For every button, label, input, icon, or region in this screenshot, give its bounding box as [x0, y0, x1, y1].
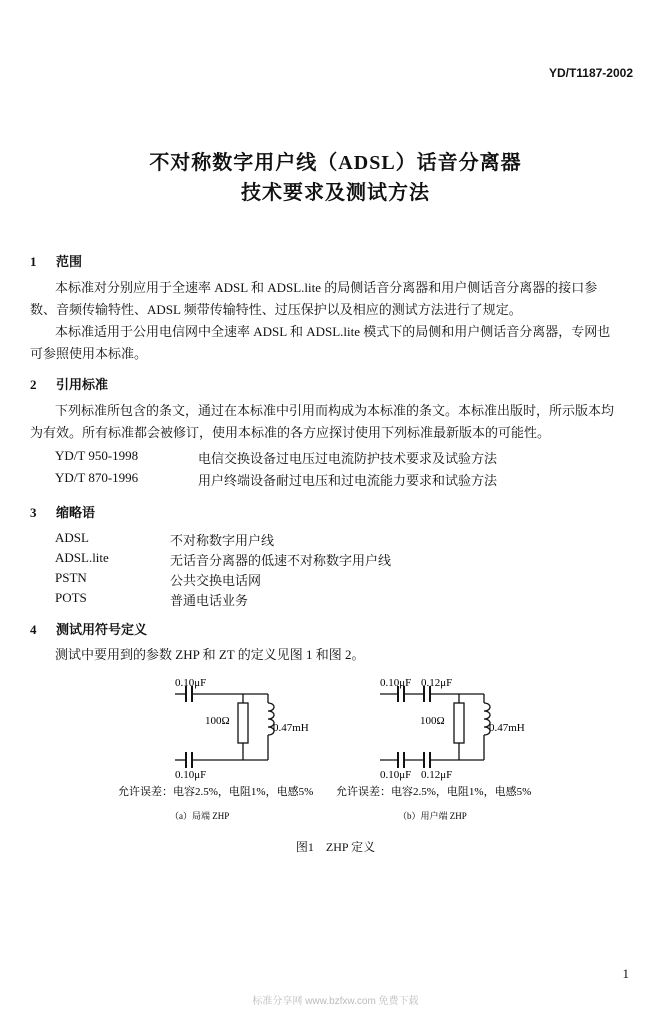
left-sublabel: （a）局端 ZHP [170, 811, 230, 821]
reference-title: 电信交换设备过电压过电流防护技术要求及试验方法 [198, 451, 498, 466]
section-number: 1 [30, 254, 37, 269]
abbreviation-description: 普通电话业务 [170, 593, 249, 608]
circuit-left [175, 686, 274, 768]
right-cap-top-2-label: 0.12μF [421, 677, 453, 689]
reference-code: YD/T 870-1996 [55, 470, 139, 485]
left-inductor-label: 0.47mH [273, 722, 309, 734]
section-number: 2 [30, 377, 37, 392]
section-title: 范围 [56, 254, 83, 269]
title-line-2: 技术要求及测试方法 [241, 182, 430, 204]
section-title: 测试用符号定义 [56, 622, 148, 637]
left-cap-bottom-label: 0.10μF [175, 769, 207, 781]
right-sublabel: （b）用户端 ZHP [398, 811, 467, 821]
left-cap-top-label: 0.10μF [175, 677, 207, 689]
right-inductor-label: 0.47mH [489, 722, 525, 734]
abbreviation: ADSL.lite [55, 550, 109, 565]
abbreviation-description: 公共交换电话网 [170, 573, 262, 588]
section-number: 4 [30, 622, 37, 637]
right-resistor-label: 100Ω [420, 715, 445, 727]
reference-title: 用户终端设备耐过电压和过电流能力要求和试验方法 [198, 473, 498, 488]
page-number: 1 [622, 966, 629, 981]
abbreviation: PSTN [55, 570, 87, 585]
right-cap-bottom-1-label: 0.10μF [380, 769, 412, 781]
section-2-para-1a: 下列标准所包含的条文，通过在本标准中引用而构成为本标准的条文。本标准出版时，所示版本均 [55, 403, 615, 418]
abbreviation: POTS [55, 590, 87, 605]
section-1-para-1b: 数、音频传输特性、ADSL 频带传输特性、过压保护以及相应的测试方法进行了规定。 [30, 302, 522, 317]
circuit-right [380, 686, 490, 768]
section-1-para-2a: 本标准适用于公用电信网中全速率 ADSL 和 ADSL.lite 模式下的局侧和用户侧话音分离器，专网也 [55, 324, 611, 339]
section-title: 缩略语 [56, 505, 96, 520]
right-tolerance-note: 允许误差：电容2.5%，电阻1%，电感5% [336, 786, 532, 798]
right-cap-top-1-label: 0.10μF [380, 677, 412, 689]
watermark-footer: 标准分享网 www.bzfxw.com 免费下载 [252, 996, 419, 1007]
abbreviation-description: 无话音分离器的低速不对称数字用户线 [170, 553, 392, 568]
abbreviation: ADSL [55, 530, 89, 545]
standard-code: YD/T1187-2002 [548, 66, 633, 80]
title-line-1: 不对称数字用户线（ADSL）话音分离器 [149, 152, 522, 174]
section-2-para-1b: 为有效。所有标准都会被修订，使用本标准的各方应探讨使用下列标准最新版本的可能性。 [30, 425, 551, 440]
figure-caption: 图1 ZHP 定义 [295, 840, 376, 854]
section-title: 引用标准 [56, 377, 109, 392]
abbreviation-description: 不对称数字用户线 [170, 533, 275, 548]
left-tolerance-note: 允许误差：电容2.5%，电阻1%，电感5% [118, 786, 314, 798]
left-resistor-label: 100Ω [205, 715, 230, 727]
section-1-para-2b: 可参照使用本标准。 [30, 346, 148, 361]
section-number: 3 [30, 505, 37, 520]
reference-code: YD/T 950-1998 [55, 448, 139, 463]
section-1-para-1a: 本标准对分别应用于全速率 ADSL 和 ADSL.lite 的局侧话音分离器和用户侧话音分离器的接口参 [55, 280, 598, 295]
right-cap-bottom-2-label: 0.12μF [421, 769, 453, 781]
section-4-para: 测试中要用到的参数 ZHP 和 ZT 的定义见图 1 和图 2。 [55, 647, 365, 662]
